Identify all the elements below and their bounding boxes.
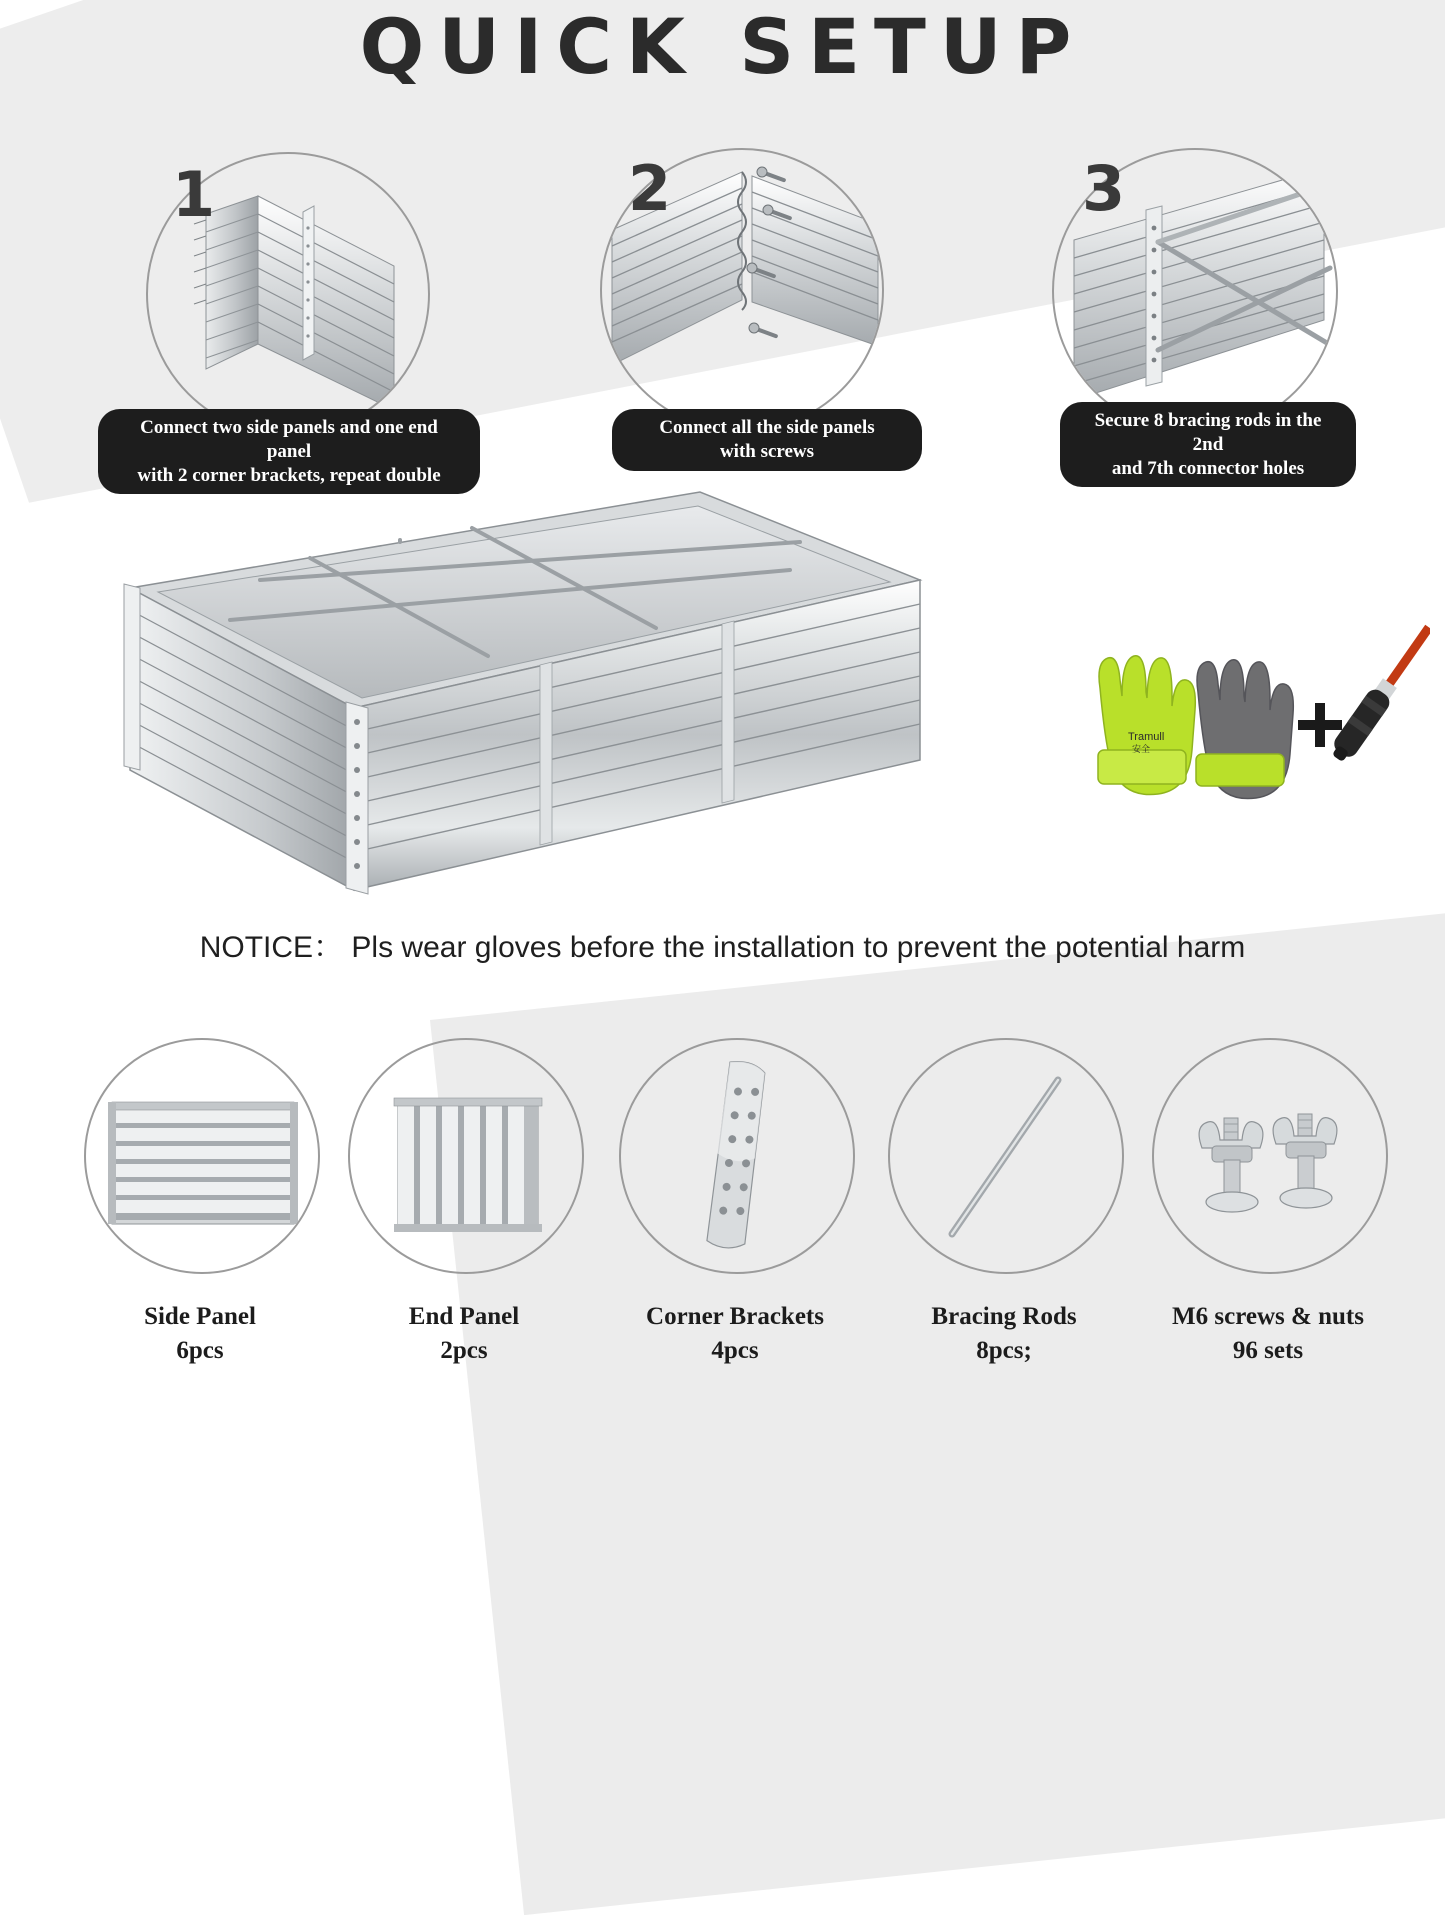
screws-nuts-icon [1152,1038,1388,1274]
step-3-caption-line-2: and 7th connector holes [1111,457,1305,479]
part-bracing-rods-label [854,1300,1154,1368]
glove-brand-label: Tramull [1128,731,1165,743]
screwdriver [1327,620,1430,765]
page-title: QUICK SETUP [359,2,1086,91]
part-corner-brackets-name: Corner Brackets [646,1303,824,1330]
step-3-caption-line-1: Secure 8 bracing rods in the 2nd [1094,410,1322,455]
end-panel-icon [348,1038,584,1274]
part-bracing-rods-qty: 8pcs; [976,1336,1032,1364]
part-end-panel-qty: 2pcs [440,1336,488,1364]
part-corner-brackets-qty: 4pcs [711,1336,759,1364]
part-screws-nuts-label [1118,1300,1418,1368]
step-3-number: 3 [1082,152,1126,225]
part-corner-brackets-label [585,1300,885,1368]
step-3-caption [1060,402,1356,487]
part-bracing-rods-name: Bracing Rods [931,1303,1077,1330]
notice-text: NOTICE： Pls wear gloves before the installation to prevent the potential harm [199,931,1246,964]
part-screws-nuts-qty: 96 sets [1232,1336,1304,1364]
step-1-caption-line-1: Connect two side panels and one end panel [140,417,438,462]
step-1-number: 1 [172,158,216,231]
step-1-caption-line-2: with 2 corner brackets, repeat double [137,464,441,486]
protective-gloves [1098,656,1195,795]
assembled-raised-garden-bed [100,470,950,945]
step-2-number: 2 [628,152,672,225]
protective-glove-grey [1196,660,1293,799]
part-side-panel-label [50,1300,350,1368]
bracing-rod-icon [888,1038,1124,1274]
part-screws-nuts-name: M6 screws & nuts [1172,1303,1364,1330]
step-2-caption [612,409,922,471]
part-side-panel-name: Side Panel [144,1303,256,1330]
step-2-caption-line-1: Connect all the side panels [659,417,875,438]
side-panel-icon [84,1038,320,1274]
gloves-and-screwdriver-svg [1070,600,1430,810]
svg-text:安全: 安全 [1132,745,1151,755]
part-end-panel-name: End Panel [408,1303,520,1330]
background-diagonal-grey [430,863,1445,1915]
garden-bed-svg [100,470,950,940]
part-end-panel-label [314,1300,614,1368]
step-2-caption-line-2: with screws [719,440,815,462]
corner-bracket-icon [619,1038,855,1274]
tools-group [1070,600,1430,815]
part-side-panel-qty: 6pcs [176,1336,224,1364]
